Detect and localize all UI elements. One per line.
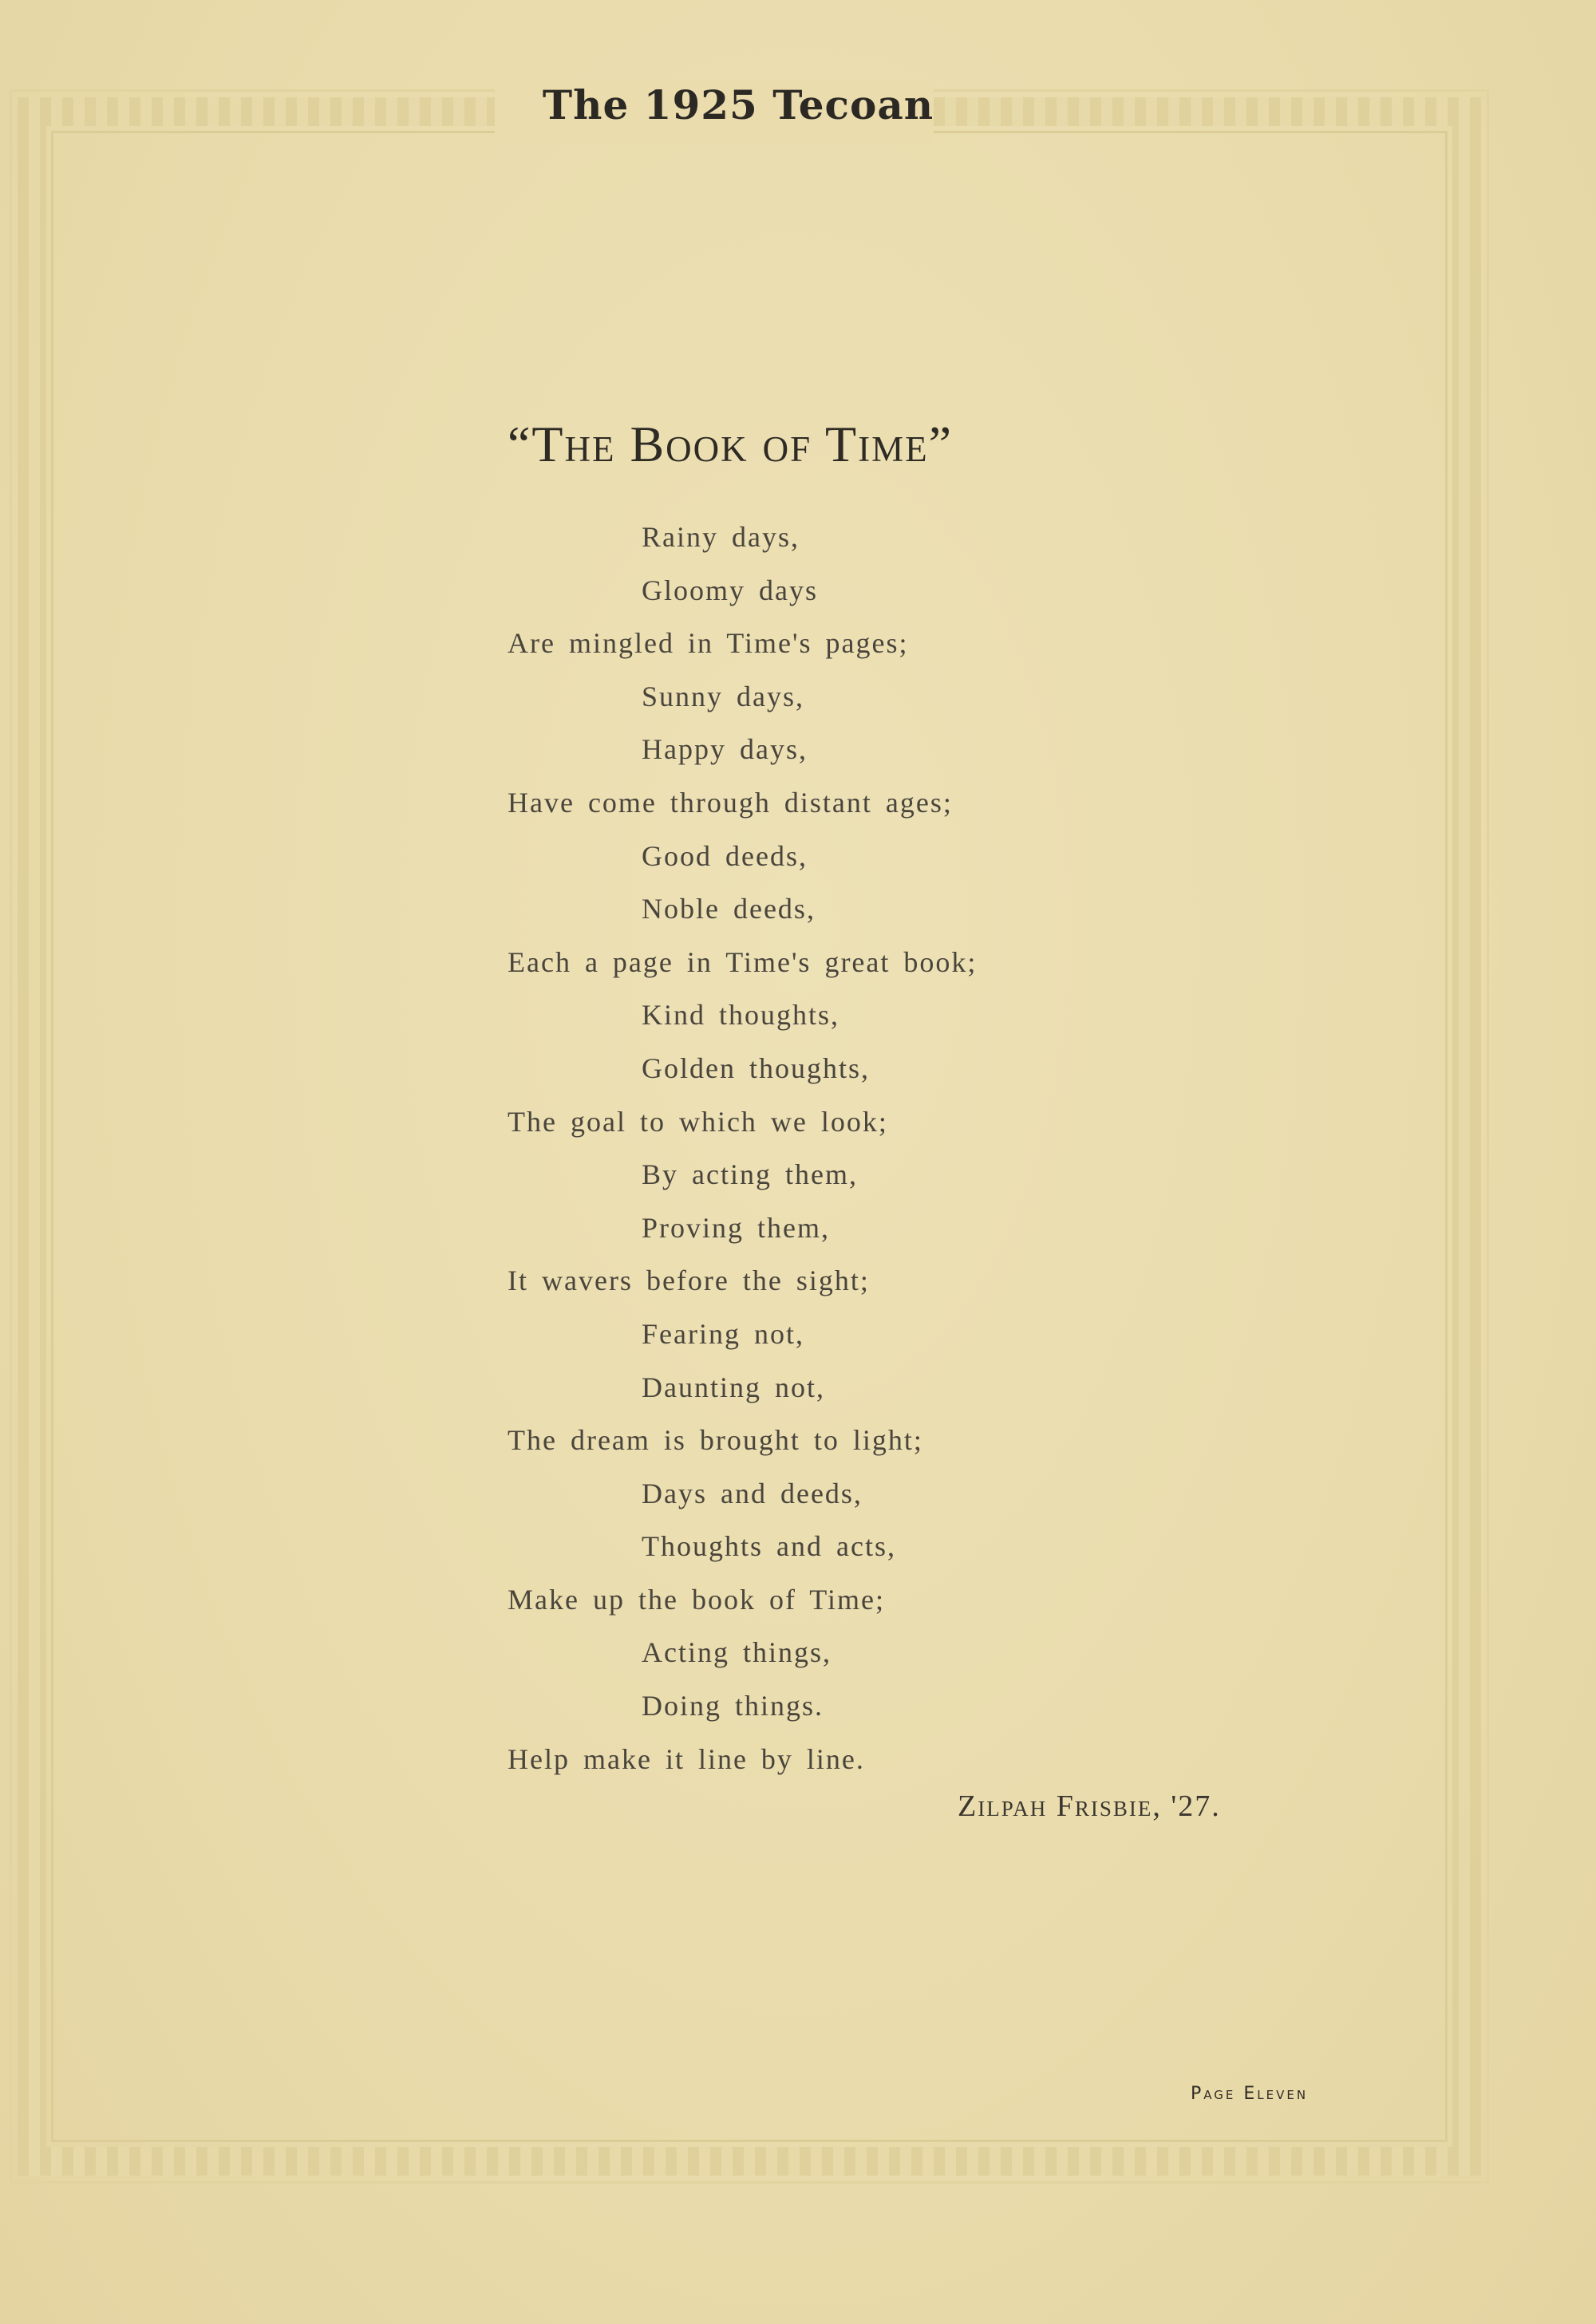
- poem-line: Good deeds,: [642, 839, 808, 872]
- poem-line: Fearing not,: [642, 1317, 804, 1350]
- poem-line: Acting things,: [642, 1636, 832, 1669]
- poem-line: The dream is brought to light;: [508, 1424, 923, 1457]
- poem-line: Days and deeds,: [642, 1477, 863, 1509]
- poem-line: Doing things.: [642, 1690, 824, 1722]
- poem-line: The goal to which we look;: [508, 1105, 888, 1138]
- poem-line: Gloomy days: [642, 574, 818, 606]
- poem-line: Rainy days,: [642, 521, 800, 553]
- page-number: Page Eleven: [1191, 2084, 1309, 2104]
- poem-line: Daunting not,: [642, 1371, 825, 1403]
- poem-line: Sunny days,: [642, 680, 805, 712]
- poem-line: By acting them,: [642, 1158, 858, 1191]
- poem-line: Help make it line by line.: [508, 1742, 865, 1775]
- poem-line: It wavers before the sight;: [508, 1265, 870, 1297]
- poem-author: Zilpah Frisbie, '27.: [958, 1789, 1221, 1823]
- poem-line: Proving them,: [642, 1211, 830, 1244]
- poem-title: “The Book of Time”: [508, 416, 954, 472]
- poem-line: Golden thoughts,: [642, 1052, 870, 1084]
- poem-line: Make up the book of Time;: [508, 1583, 885, 1616]
- poem-line: Are mingled in Time's pages;: [508, 627, 909, 660]
- poem-line: Noble deeds,: [642, 893, 816, 925]
- poem-line: Thoughts and acts,: [642, 1530, 896, 1563]
- poem-line: Each a page in Time's great book;: [508, 945, 978, 978]
- poem-line: Happy days,: [642, 733, 808, 766]
- poem-line: Kind thoughts,: [642, 999, 840, 1032]
- poem-line: Have come through distant ages;: [508, 786, 953, 819]
- poem-body: [508, 511, 977, 1785]
- running-head: The 1925 Tecoan: [542, 81, 934, 128]
